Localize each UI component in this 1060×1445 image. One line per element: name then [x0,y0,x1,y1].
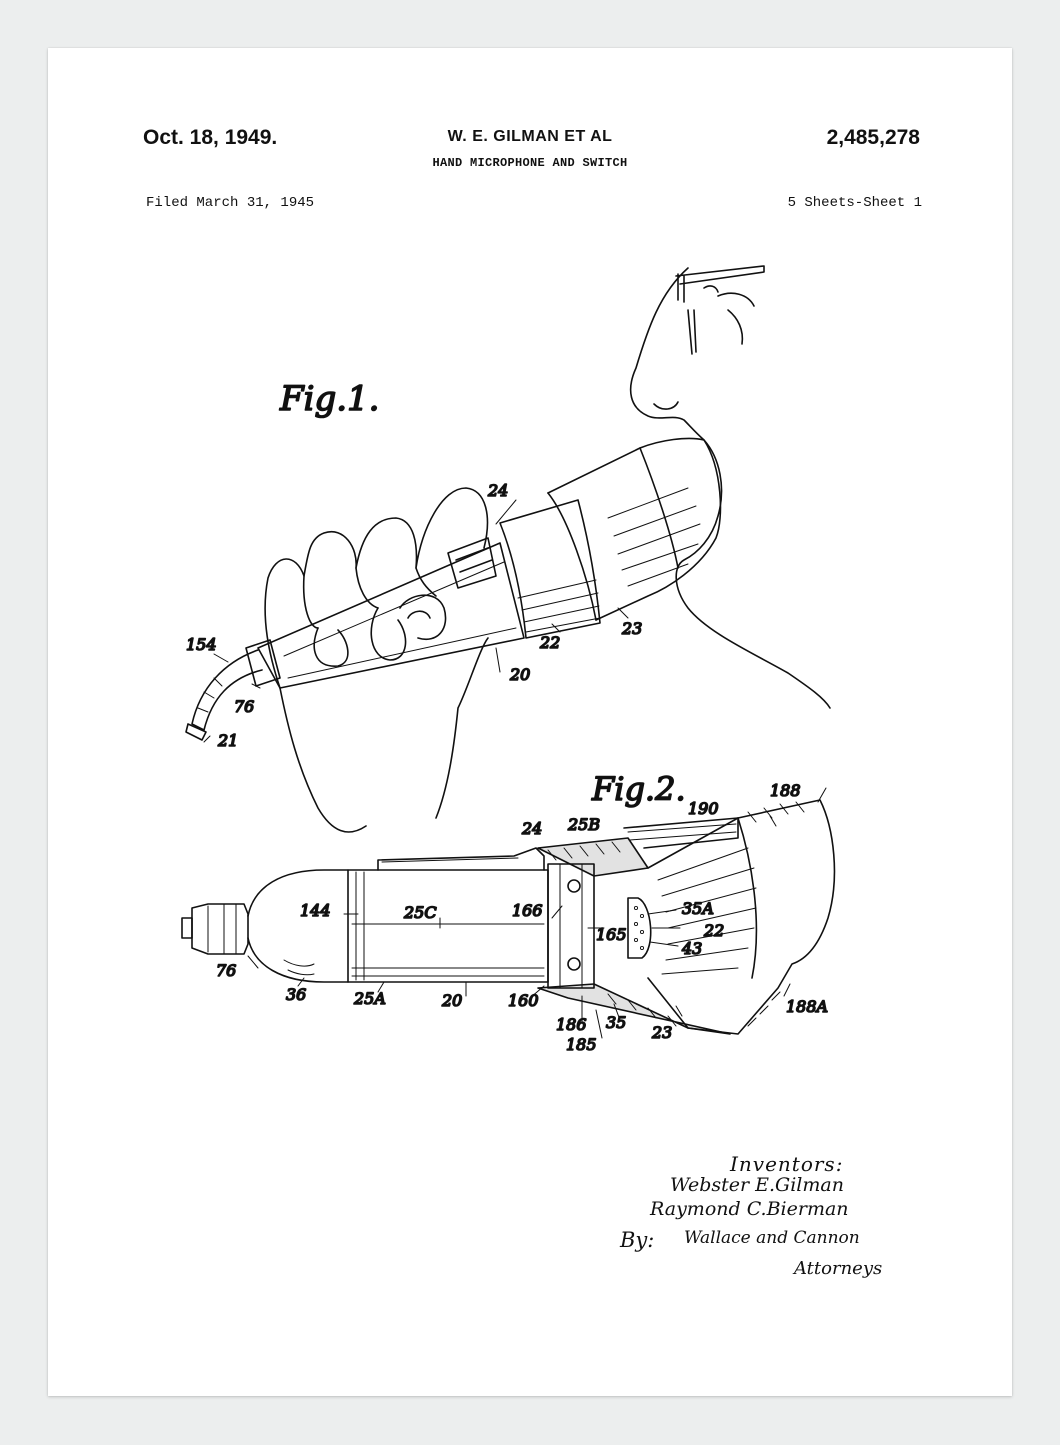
patent-date: Oct. 18, 1949. [143,126,278,149]
mic-grille [628,898,651,958]
attorney-firm: Wallace and Cannon [684,1228,860,1248]
hand-outline [265,488,487,688]
fig1-ref-23: 23 [622,619,643,638]
coupling-sleeve [500,500,600,638]
fig1-ref-20: 20 [510,665,531,684]
patent-subject: HAND MICROPHONE AND SWITCH [432,156,628,170]
filed-date: Filed March 31, 1945 [146,195,315,211]
inventor-heading: W. E. GILMAN ET AL [447,128,613,145]
mouthpiece-cone [548,438,720,620]
fig2-ref-190: 190 [688,799,719,818]
fig2-label: Fig.2. [592,770,686,808]
fig2-ref-23: 23 [652,1023,673,1042]
fig2-ref-22: 22 [704,921,725,940]
fig1-label: Fig.1. [280,379,380,419]
fig1-ref-154: 154 [186,635,217,654]
fig2-ref-35: 35 [606,1013,627,1032]
main-tube [348,870,548,982]
fig2-ref-188a: 188A [786,997,829,1016]
fig2-ref-24: 24 [522,819,543,838]
inventor-name-1: Webster E.Gilman [670,1174,844,1196]
fig2-ref-20: 20 [442,991,463,1010]
fig2-ref-166: 166 [512,901,543,920]
fig2-ref-188: 188 [770,781,801,800]
fig2-ref-165: 165 [596,925,627,944]
fig2-ref-36: 36 [286,985,307,1004]
fig2-ref-160: 160 [508,991,539,1010]
patent-sheet [48,48,1012,1396]
inventors-title: Inventors: [730,1152,844,1176]
fig2-ref-25c: 25C [404,903,437,922]
figure-1-illustration [186,266,830,832]
patent-number: 2,485,278 [826,126,920,149]
attorneys-label: Attorneys [794,1258,883,1279]
fig2-ref-25a: 25A [354,989,386,1008]
spectacle-arm [676,266,764,284]
fig2-ref-186: 186 [556,1015,587,1034]
fig1-ref-24: 24 [488,481,509,500]
patent-drawing [48,48,1012,1396]
fig2-ref-144: 144 [300,901,331,920]
figure-2-illustration [182,770,834,1054]
fig1-ref-22: 22 [540,633,561,652]
plug [182,918,192,938]
fig2-ref-35a: 35A [682,899,714,918]
fig1-ref-21: 21 [218,731,239,750]
collar [538,838,648,876]
by-label: By: [620,1228,655,1252]
fig1-ref-76: 76 [234,697,255,716]
fig2-ref-43: 43 [682,939,703,958]
fig2-ref-185: 185 [566,1035,597,1054]
face-profile [631,268,830,708]
switch-bar [378,848,544,870]
inventor-name-2: Raymond C.Bierman [650,1198,849,1220]
fig2-ref-25b: 25B [568,815,601,834]
fig2-ref-76: 76 [216,961,237,980]
sheet-count: 5 Sheets-Sheet 1 [787,195,922,211]
